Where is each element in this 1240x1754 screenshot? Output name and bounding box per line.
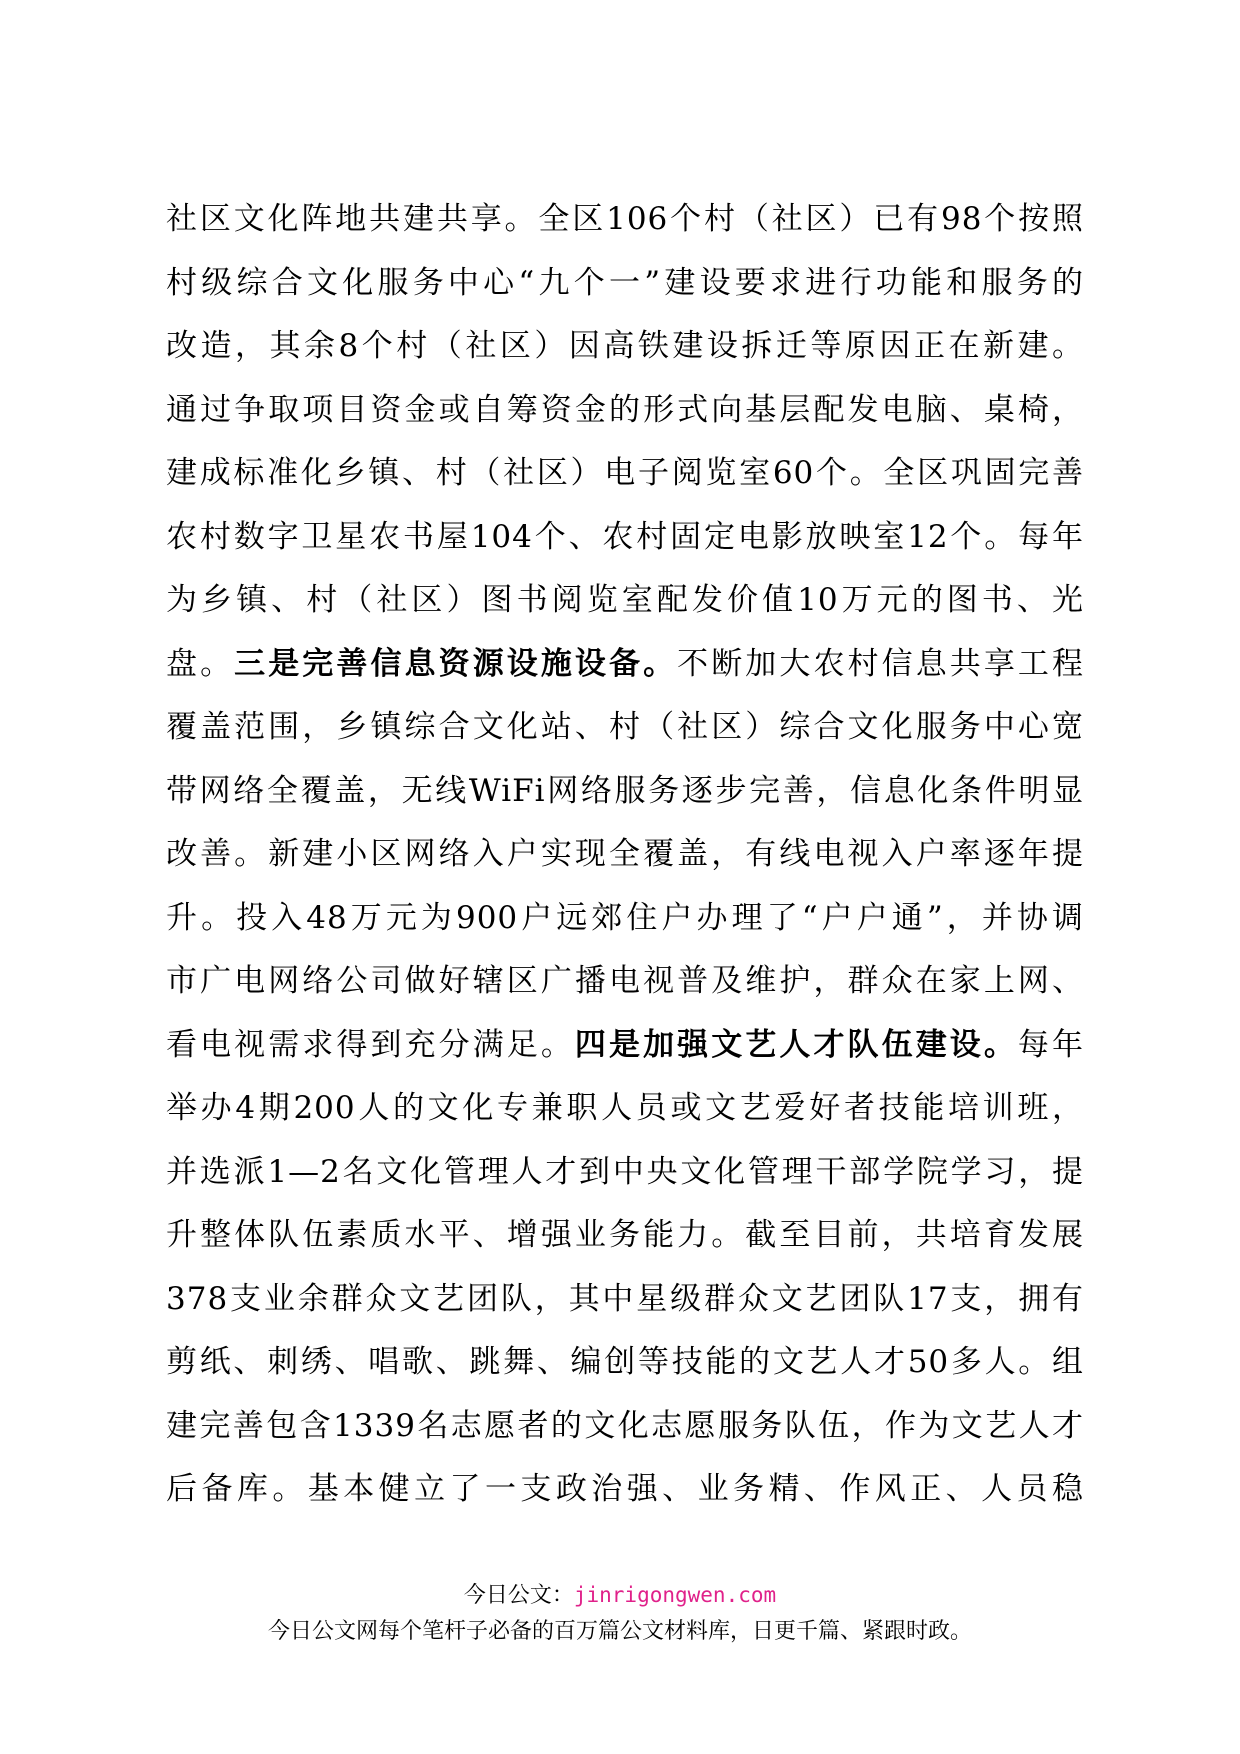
text-run: 升整体队伍素质水平、增强业务能力。截至目前，共培育发展 [166, 1217, 1084, 1253]
page-footer [0, 1580, 1240, 1649]
footer-site-label: 今日公文： [463, 1583, 574, 1608]
text-line-5 [166, 442, 1084, 506]
body-text [166, 188, 1084, 1522]
footer-slogan: 今日公文网每个笔杆子必备的百万篇公文材料库，日更千篇、紧跟时政。 [267, 1619, 972, 1644]
text-run: 建完善包含1339名志愿者的文化志愿服务队伍，作为文艺人才 [166, 1407, 1084, 1444]
text-run: 不断加大农村信息共享工程 [677, 645, 1085, 682]
footer-site-line [0, 1580, 1240, 1611]
bold-heading-3: 三是完善信息资源设施设备。 [234, 645, 678, 682]
text-run: 改造，其余8个村（社区）因高铁建设拆迁等原因正在新建。 [166, 328, 1084, 364]
text-run: 升。投入48万元为900户远郊住户办理了“户户通”，并协调 [166, 899, 1084, 936]
text-line-15 [166, 1077, 1084, 1141]
text-run: 看电视需求得到充分满足。 [166, 1026, 575, 1063]
text-run: 带网络全覆盖，无线WiFi网络服务逐步完善，信息化条件明显 [166, 772, 1084, 809]
text-run: 村级综合文化服务中心“九个一”建设要求进行功能和服务的 [166, 264, 1084, 301]
text-line-8 [166, 633, 1084, 697]
text-line-11 [166, 823, 1084, 887]
text-line-16 [166, 1141, 1084, 1205]
text-line-4 [166, 379, 1084, 443]
text-run: 剪纸、刺绣、唱歌、跳舞、编创等技能的文艺人才50多人。组 [166, 1344, 1084, 1380]
footer-site-link[interactable]: jinrigongwen.com [573, 1583, 777, 1607]
text-line-17 [166, 1204, 1084, 1268]
bold-heading-4: 四是加强文艺人才队伍建设。 [574, 1026, 1018, 1063]
text-line-9 [166, 696, 1084, 760]
text-run: 农村数字卫星农书屋104个、农村固定电影放映室12个。每年 [166, 518, 1084, 555]
text-line-1 [166, 188, 1084, 252]
text-run: 改善。新建小区网络入户实现全覆盖，有线电视入户率逐年提 [166, 836, 1084, 872]
text-run: 每年 [1017, 1026, 1084, 1063]
text-run: 市广电网络公司做好辖区广播电视普及维护，群众在家上网、 [166, 963, 1084, 999]
text-line-2 [166, 252, 1084, 316]
text-run: 后备库。基本健立了一支政治强、业务精、作风正、人员稳 [166, 1471, 1084, 1507]
text-run: 盘。 [166, 645, 235, 682]
text-line-21 [166, 1458, 1084, 1522]
text-line-10 [166, 760, 1084, 824]
text-line-3 [166, 315, 1084, 379]
text-run: 并选派1—2名文化管理人才到中央文化管理干部学院学习，提 [166, 1153, 1084, 1190]
text-run: 举办4期200人的文化专兼职人员或文艺爱好者技能培训班， [166, 1090, 1084, 1126]
text-run: 覆盖范围，乡镇综合文化站、村（社区）综合文化服务中心宽 [166, 709, 1084, 745]
text-run: 为乡镇、村（社区）图书阅览室配发价值10万元的图书、光 [166, 582, 1084, 618]
text-line-6 [166, 506, 1084, 570]
text-run: 通过争取项目资金或自筹资金的形式向基层配发电脑、桌椅， [166, 391, 1084, 428]
text-line-19 [166, 1331, 1084, 1395]
text-line-13 [166, 950, 1084, 1014]
text-run: 378支业余群众文艺团队，其中星级群众文艺团队17支，拥有 [166, 1280, 1084, 1317]
text-line-18 [166, 1268, 1084, 1332]
text-run: 社区文化阵地共建共享。全区106个村（社区）已有98个按照 [166, 201, 1084, 237]
text-line-14 [166, 1014, 1084, 1078]
text-line-12 [166, 887, 1084, 951]
text-line-20 [166, 1395, 1084, 1459]
text-line-7 [166, 569, 1084, 633]
text-run: 建成标准化乡镇、村（社区）电子阅览室60个。全区巩固完善 [166, 455, 1084, 491]
